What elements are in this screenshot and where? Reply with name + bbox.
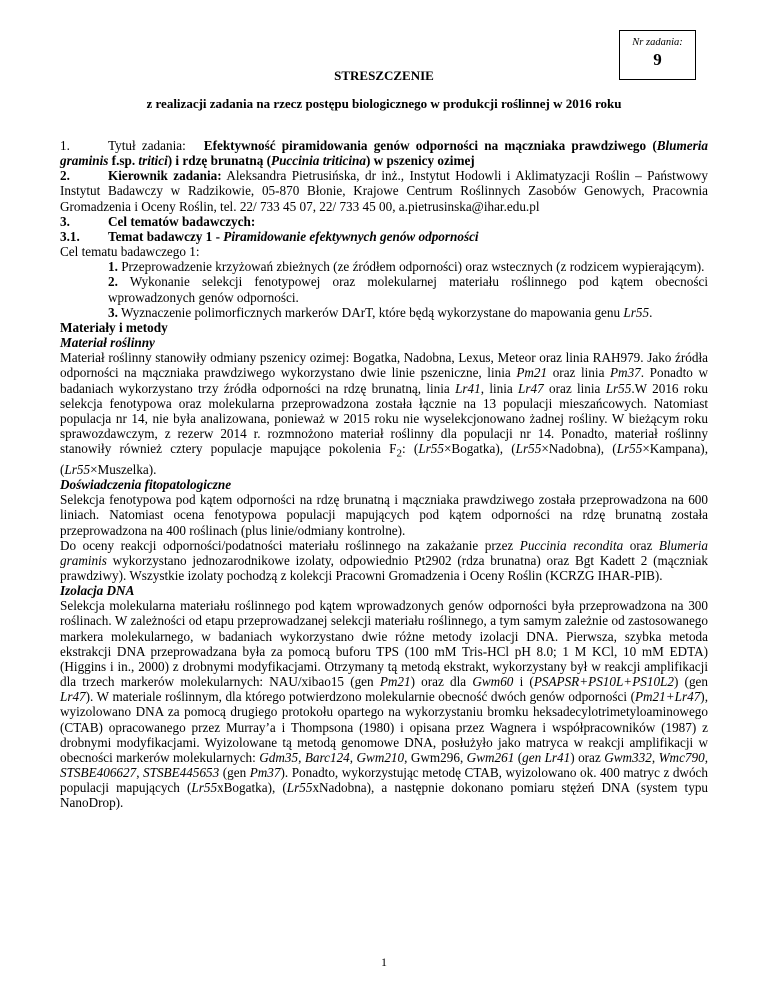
heading-plant-material: Materiał roślinny — [60, 335, 155, 351]
heading-phytopathology: Doświadczenia fitopatologiczne — [60, 477, 232, 493]
section-task-title: 1. Tytuł zadania: Efektywność piramidowania genów odporności na mączniaka prawdziwego (Blumeria graminis f.sp. tritici) i rdzę brunatną (Puccinia triticina) w pszenicy ozimej — [60, 138, 709, 169]
paragraph-dna-isolation: Selekcja molekularna materiału roślinnego pod kątem wprowadzonych genów odporności była przeprowadzona na 300 roślinach. W zależności od etapu przeprowadzanej selekcji materiału roślinnego, a tym samym zależnie od zastosowanego markera molekularnego, w badaniach wykorzystano dwie różne metody izolacji DNA. Pierwsza, szybka metoda ekstrakcji DNA przeprowadzana była za pomocą buforu TPS (100 mM Tris-HCl pH 8.0; 1 M KCl, 10 mM EDTA) (Higgins i in., 2000) z drobnymi modyfikacjami. Otrzymany tą metodą ekstrakt, wykorzystany był w reakcji amplifikacji dla trzech markerów molekularnych: NAU/xibao15 (gen Pm21) oraz dla Gwm60 i (PSAPSR+PS10L+PS10L2) (gen Lr47). W materiale roślinnym, dla którego potwierdzono molekularnie obecność dwóch genów odporności (Pm21+Lr47), wyizolowano DNA za pomocą drugiego protokołu opartego na wykorzystaniu bromku heksadecylotrimetyloaminowego (CTAB) opracowanego przez Murray’a i Thompsona (1980) i opisana przez Wagnera i współpracowników (1987) z drobnymi modyfikacjami. Wyizolowane tą metodą genomowe DNA, posłużyło jako matryca w reakcji amplifikacji w obecności markerów molekularnych: Gdm35, Barc124, Gwm210, Gwm296, Gwm261 (gen Lr41) oraz Gwm332, Wmc790, STSBE406627, STSBE445653 (gen Pm37). Ponadto, wykorzystując metodę CTAB, wyizolowano ok. 400 matryc z dwóch populacji mapujących (Lr55xBogatka), (Lr55xNadobna), a następnie dokonano pomiaru stężeń DNA (system typu NanoDrop). — [60, 598, 709, 811]
document-title: STRESZCZENIE — [334, 68, 434, 83]
task-number-label: Nr zadania: — [632, 37, 683, 48]
goal-item-3: 3. Wyznaczenie polimorficznych markerów DArT, które będą wykorzystane do mapowania genu Lr55. — [108, 304, 653, 320]
section-research-goals: 3. Cel tematów badawczych: — [60, 213, 256, 229]
document-body — [60, 138, 708, 811]
paragraph-phytopathology-1: Selekcja fenotypowa pod kątem odporności na rdzę brunatną i mączniaka prawdziwego została przeprowadzona na 600 liniach. Natomiast ocena fenotypowa populacji mapujących pod kątem odporności na rdzę brunatną została przeprowadzona na 400 roślinach (plus linie/odmiany kontrolne). — [60, 492, 708, 538]
goal-item-2: 2. Wykonanie selekcji fenotypowej oraz molekularnej materiału roślinnego pod kątem obecności wprowadzonych genów odporności. — [108, 274, 708, 305]
heading-materials-methods: Materiały i metody — [60, 319, 168, 335]
goal-label: Cel tematu badawczego 1: — [60, 244, 200, 260]
heading-dna-isolation: Izolacja DNA — [60, 583, 135, 599]
section-task-manager: 2. Kierownik zadania: Aleksandra Pietrusińska, dr inż., Instytut Hodowli i Aklimatyzacji Roślin – Państwowy Instytut Badawczy w Radzikowie, 05-870 Błonie, Krajowe Centrum Roślinnych Zasobów Genowych, Pracownia Gromadzenia i Oceny Roślin, tel. 22/ 733 45 07, 22/ 733 45 00, a.pietrusinska@ihar.edu.pl — [60, 168, 708, 214]
page-number: 1 — [381, 955, 387, 969]
document-subtitle: z realizacji zadania na rzecz postępu biologicznego w produkcji roślinnej w 2016 roku — [146, 96, 622, 111]
section-topic-1: 3.1. Temat badawczy 1 - Piramidowanie efektywnych genów odporności — [60, 228, 479, 244]
goal-item-1: 1. Przeprowadzenie krzyżowań zbieżnych (ze źródłem odporności) oraz wstecznych (z rodzicem wypierającym). — [108, 259, 705, 275]
paragraph-plant-material: Materiał roślinny stanowiły odmiany pszenicy ozimej: Bogatka, Nadobna, Lexus, Meteor oraz linia RAH979. Jako źródła odporności na mączniaka prawdziwego wykorzystano dwie linie pszeniczne, linia Pm21 oraz linia Pm37. Ponadto w badaniach wykorzystano trzy źródła odporności na rdzę brunatną, linia Lr41, linia Lr47 oraz linia Lr55.W 2016 roku selekcja fenotypowa oraz molekularna przeprowadzona została łącznie na 13 populacji mieszańcowych. Natomiast populacja nr 14, nie była analizowana, ponieważ w 2015 roku nie wyselekcjonowano żadnej rośliny. W bieżącym roku sprawozdawczym, z rezerw 2014 r. rozmnożono materiał roślinny dla populacji nr 14. Ponadto, materiał roślinny stanowiły również cztery populacje mapujące pokolenia $F_2$: (Lr55×Bogatka), (Lr55×Nadobna), (Lr55×Kampana), (Lr55×Muszelka). — [60, 350, 708, 477]
paragraph-phytopathology-2: Do oceny reakcji odporności/podatności materiału roślinnego na zakażanie przez Puccinia recondita oraz Blumeria graminis wykorzystano jednozarodnikowe izolaty, odpowiednio Pt2902 (rdza brunatna) oraz Bgt Kadett 2 (mączniak prawdziwy). Wszystkie izolaty pochodzą z kolekcji Pracowni Gromadzenia i Oceny Roślin (KCRZG IHAR-PIB). — [60, 537, 708, 584]
task-number-value: 9 — [653, 50, 662, 69]
